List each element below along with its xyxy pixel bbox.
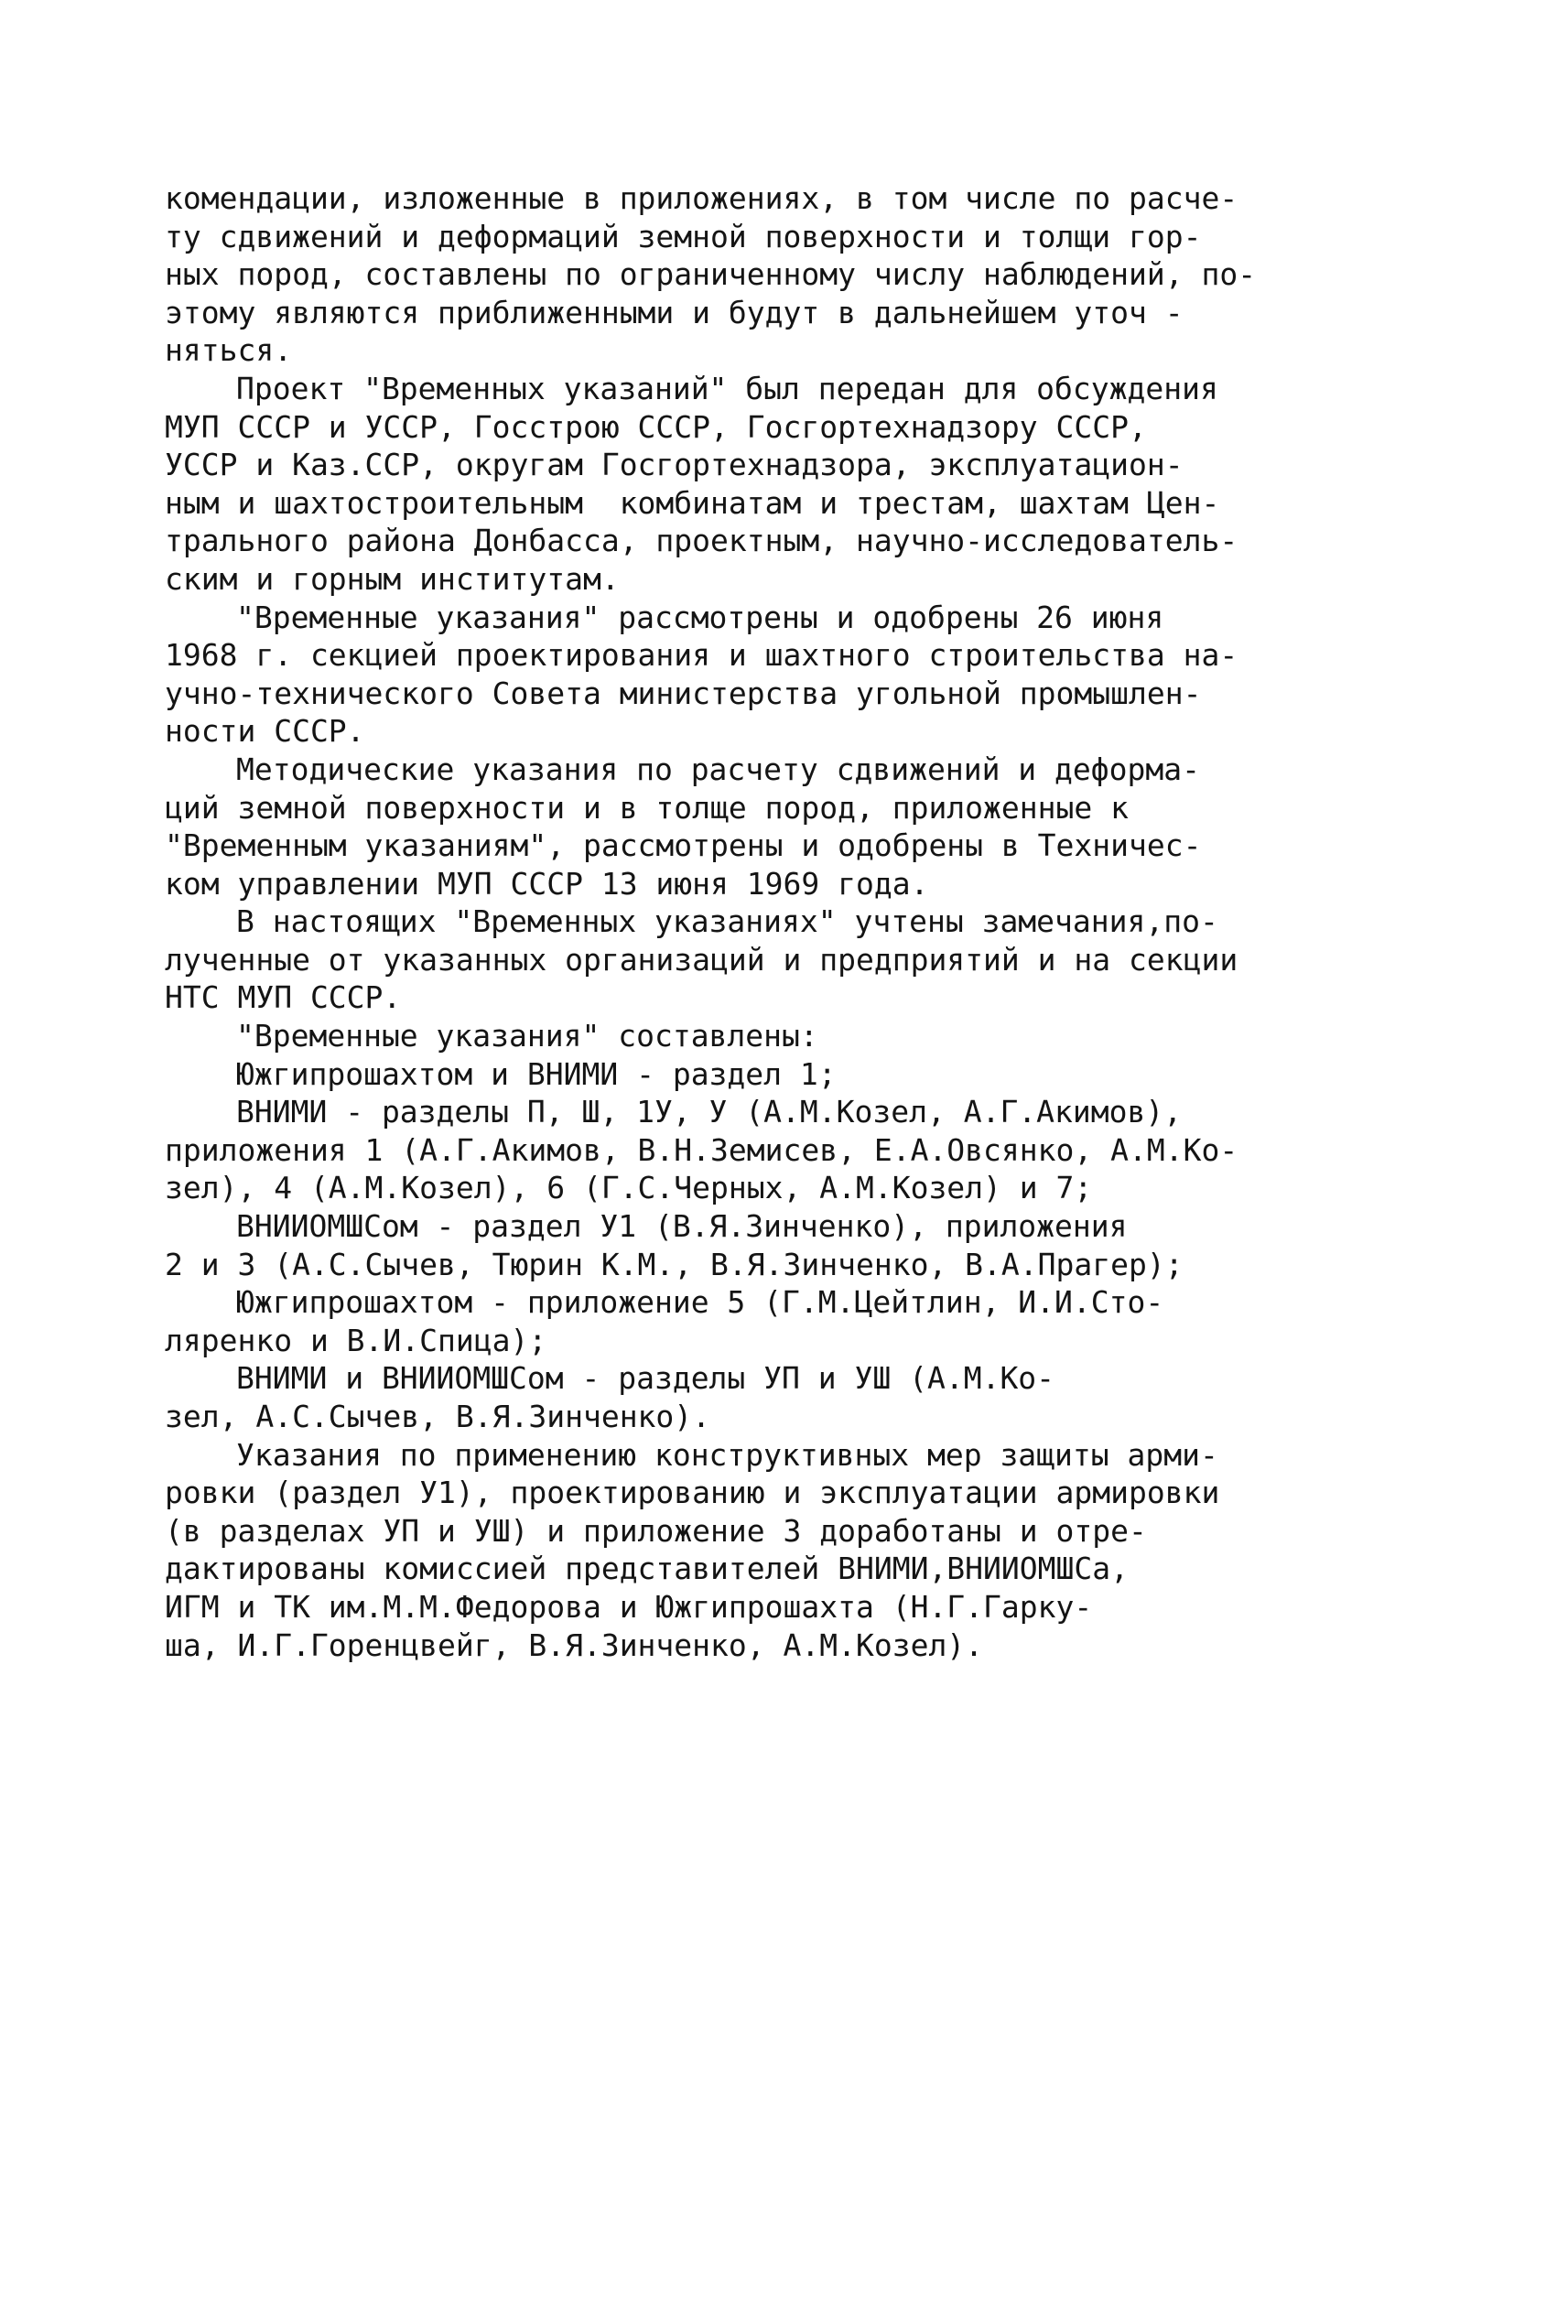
paragraph-remarks (165, 903, 1428, 1017)
text-line: ВНИМИ - разделы П, Ш, 1У, У (А.М.Козел, А.Г.Акимов), (236, 1094, 1183, 1130)
text-line: Проект "Временных указаний" был передан для обсуждения (236, 370, 1218, 406)
text-line: Методические указания по расчету сдвижений и деформа- (236, 751, 1200, 787)
text-line: ту сдвижений и деформаций земной поверхности и толщи гор- (165, 218, 1202, 254)
text-line: 2 и 3 (А.С.Сычев, Тюрин К.М., В.Я.Зинченко, В.А.Прагер); (165, 1246, 1184, 1282)
paragraph-continuation (165, 179, 1428, 370)
text-line: ляренко и В.И.Спица); (165, 1322, 547, 1358)
text-line: ВНИИОМШСом - раздел У1 (В.Я.Зинченко), приложения (236, 1208, 1128, 1245)
text-line: трального района Донбасса, проектным, научно-исследователь- (165, 523, 1238, 559)
text-line: ша, И.Г.Горенцвейг, В.Я.Зинченко, А.М.Козел). (165, 1627, 984, 1663)
text-line: комендации, изложенные в приложениях, в том числе по расче- (165, 180, 1238, 216)
text-line: приложения 1 (А.Г.Акимов, В.Н.Земисев, Е.А.Овсянко, А.М.Ко- (165, 1131, 1238, 1168)
paragraph-sections-7-8 (165, 1359, 1428, 1435)
text-line: "Временные указания" рассмотрены и одобрены 26 июня (236, 599, 1164, 635)
text-line: дактированы комиссией представителей ВНИМИ,ВНИИОМШСа, (165, 1551, 1129, 1587)
paragraph-section-1 (165, 1055, 1428, 1094)
text-line: 1968 г. секцией проектирования и шахтного строительства на- (165, 637, 1238, 674)
text-line: ций земной поверхности и в толще пород, приложенные к (165, 789, 1129, 826)
text-line: "Временным указаниям", рассмотрены и одобрены в Техничес- (165, 827, 1202, 864)
paragraph-commission (165, 1436, 1428, 1665)
paragraph-methodical-guidelines (165, 751, 1428, 903)
paragraph-vniiomsh-section (165, 1207, 1428, 1283)
text-line: лученные от указанных организаций и предприятий и на секции (165, 941, 1238, 978)
text-line: зел, А.С.Сычев, В.Я.Зинченко). (165, 1399, 711, 1434)
paragraph-compiled-by (165, 1017, 1428, 1055)
paragraph-project-discussion (165, 370, 1428, 599)
text-line: ровки (раздел У1), проектированию и эксплуатации армировки (165, 1475, 1220, 1511)
paragraph-appendix-5 (165, 1283, 1428, 1359)
text-line: ных пород, составлены по ограниченному числу наблюдений, по- (165, 256, 1257, 293)
text-line: ИГМ и ТК им.М.М.Федорова и Южгипрошахта (Н.Г.Гарку- (165, 1588, 1093, 1625)
text-line: зел), 4 (А.М.Козел), 6 (Г.С.Черных, А.М.Козел) и 7; (165, 1170, 1093, 1206)
text-line: учно-технического Совета министерства угольной промышлен- (165, 675, 1202, 711)
text-line: НТС МУП СССР. (165, 979, 402, 1016)
text-line: УССР и Каз.ССР, округам Госгортехнадзора, эксплуатацион- (165, 447, 1184, 483)
text-line: этому являются приближенными и будут в дальнейшем уточ - (165, 294, 1184, 330)
text-line: ским и горным институтам. (165, 560, 620, 597)
text-line: Южгипрошахтом - приложение 5 (Г.М.Цейтлин, И.И.Сто- (236, 1284, 1164, 1321)
text-line: В настоящих "Временных указаниях" учтены замечания,по- (236, 903, 1218, 940)
text-line: Указания по применению конструктивных мер защиты арми- (236, 1436, 1218, 1473)
text-line: няться. (165, 332, 293, 369)
text-line: ВНИМИ и ВНИИОМШСом - разделы УП и УШ (А.М.Ко- (236, 1360, 1055, 1397)
text-line: МУП СССР и УССР, Госстрою СССР, Госгортехнадзору СССР, (165, 408, 1147, 445)
paragraph-approval-1968 (165, 599, 1428, 751)
paragraph-vnimi-sections (165, 1093, 1428, 1207)
text-line: "Временные указания" составлены: (236, 1018, 818, 1054)
text-line: Южгипрошахтом и ВНИМИ - раздел 1; (236, 1055, 837, 1092)
text-line: ным и шахтостроительным комбинатам и трестам, шахтам Цен- (165, 484, 1220, 521)
text-line: ком управлении МУП СССР 13 июня 1969 года. (165, 865, 929, 902)
text-line: (в разделах УП и УШ) и приложение 3 доработаны и отре- (165, 1512, 1147, 1549)
body-text (165, 179, 1428, 1664)
text-line: ности СССР. (165, 713, 365, 750)
